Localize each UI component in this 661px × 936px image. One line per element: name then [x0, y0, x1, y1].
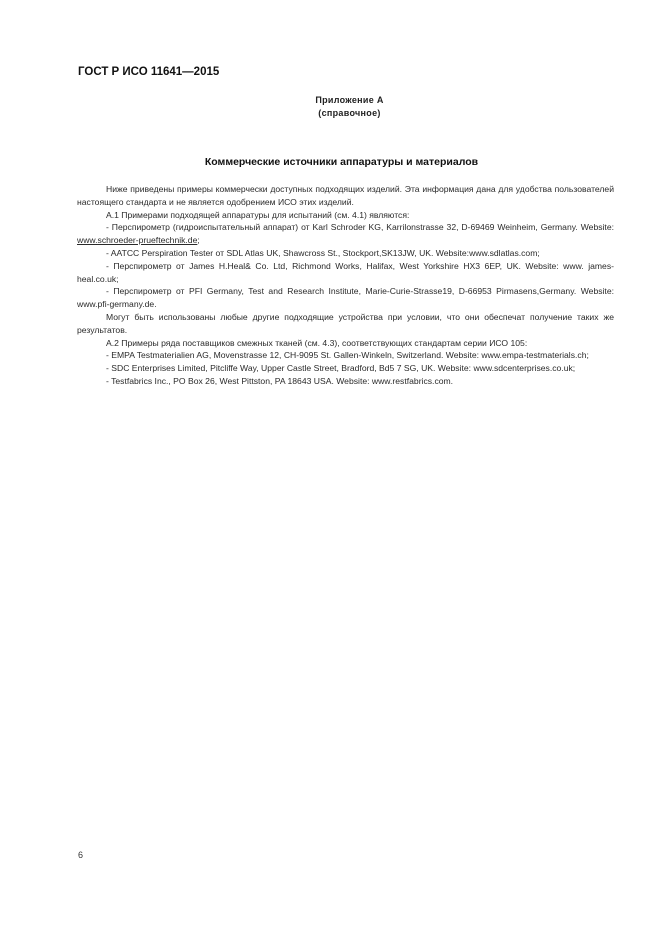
schroeder-website-link[interactable]: www.schroeder-prueftechnik.de — [77, 235, 198, 246]
section-title: Коммерческие источники аппаратуры и материалов — [204, 156, 479, 168]
document-header-id: ГОСТ Р ИСО 11641—2015 — [78, 66, 220, 78]
note-paragraph: Могут быть использованы любые другие подходящие устройства при условии, что они обеспечат получение таких же результатов. — [77, 311, 614, 335]
document-body — [77, 183, 614, 388]
page-number: 6 — [78, 850, 84, 860]
annex-subtitle: (справочное) — [318, 108, 381, 118]
a1-item-schroder-text: - Перспирометр (гидроиспытательный аппарат) от Karl Schroder KG, Karrilonstrasse 32, D-69469 Weinheim, Germany. Website: — [106, 222, 614, 233]
a2-item-empa: - EMPA Testmaterialien AG, Movenstrasse 12, CH-9095 St. Gallen-Winkeln, Switzerland. Website: www.empa-testmaterials.ch; — [106, 350, 589, 361]
annex-title: Приложение А — [315, 95, 384, 105]
a1-item-schroder — [77, 221, 614, 247]
a1-item-schroder-end: ; — [197, 235, 200, 246]
annex-heading — [0, 94, 661, 120]
intro-paragraph: Ниже приведены примеры коммерчески доступных подходящих изделий. Эта информация дана для удобства пользователей настоящего стандарта и не является одобрением ИСО этих изделий. — [77, 184, 614, 207]
a1-item-james-heal: - Перспирометр от James H.Heal& Co. Ltd, Richmond Works, Halifax, West Yorkshire HX3 6EP, UK. Website: www. james-heal.co.uk; — [77, 260, 614, 284]
a1-heading: А.1 Примерами подходящей аппаратуры для испытаний (см. 4.1) являются: — [106, 209, 410, 220]
a2-item-sdc: - SDC Enterprises Limited, Pitcliffe Way, Upper Castle Street, Bradford, Bd5 7 SG, UK. Website: www.sdcenterprises.co.uk; — [106, 363, 576, 374]
a1-item-pfi: - Перспирометр от PFI Germany, Test and Research Institute, Marie-Curie-Strasse19, D-66953 Pirmasens,Germany. Website: www.pfi-germany.de. — [77, 286, 614, 310]
a1-item-sdl-atlas: - AATCC Perspiration Tester от SDL Atlas UK, Shawcross St., Stockport,SK13JW, UK. Website:www.sdlatlas.com; — [106, 247, 540, 258]
a2-item-testfabrics: - Testfabrics Inc., PO Box 26, West Pittston, PA 18643 USA. Website: www.restfabrics.com. — [106, 375, 454, 386]
a2-heading: А.2 Примеры ряда поставщиков смежных тканей (см. 4.3), соответствующих стандартам серии ИСО 105: — [106, 337, 528, 348]
